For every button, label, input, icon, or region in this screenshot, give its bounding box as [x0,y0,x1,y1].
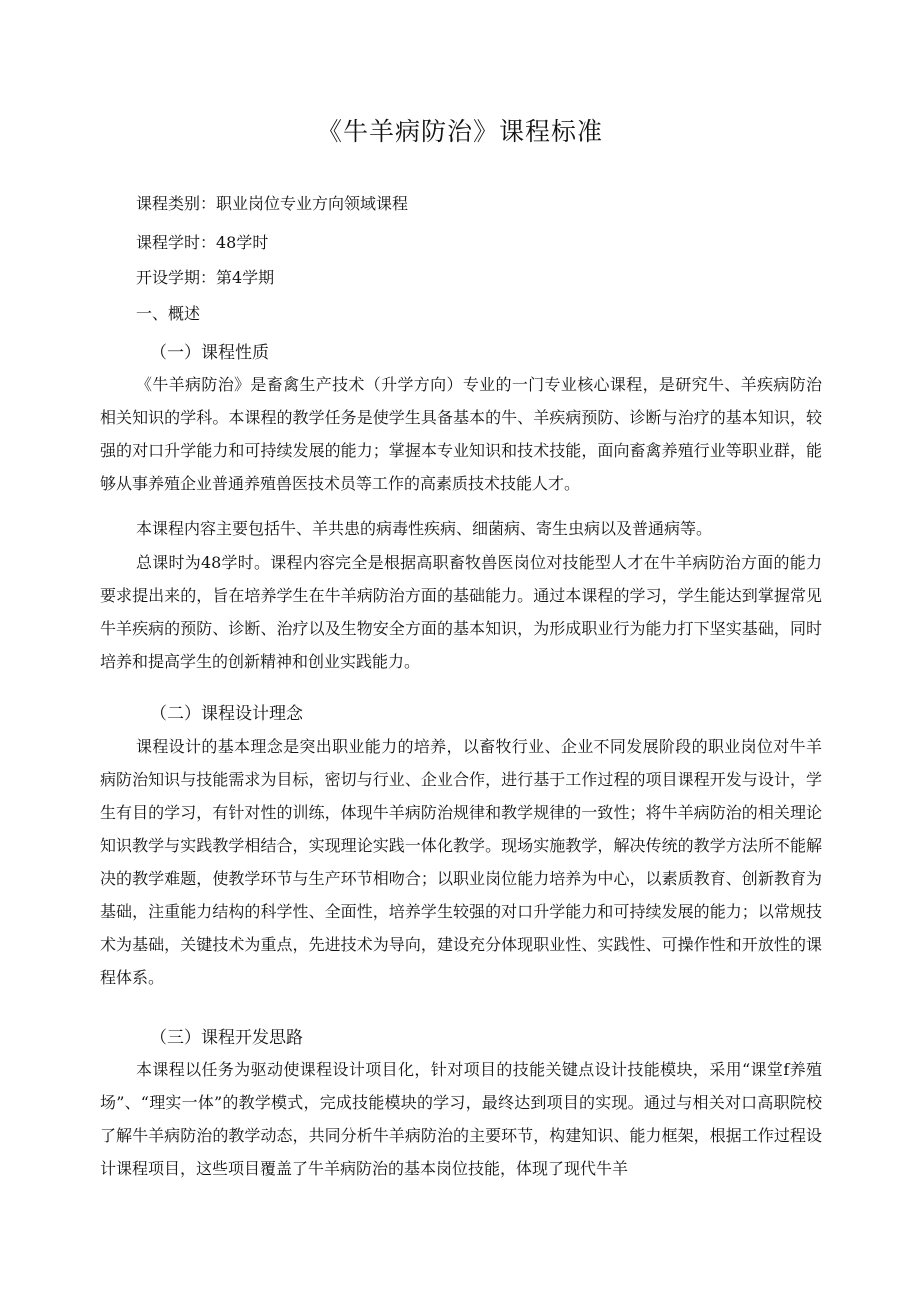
course-hours: 课程学时：48学时 [136,233,269,252]
paragraph-nature: 《牛羊病防治》是畜禽生产技术（升学方向）专业的一门专业核心课程，是研究牛、羊疾病防治相关知识的学科。本课程的教学任务是使学生具备基本的牛、羊疾病预防、诊断与治疗的基本知识，较强的对口升学能力和可持续发展的能力；掌握本专业知识和技术技能，面向畜禽养殖行业等职业群，能够从事养殖企业普通养殖兽医技术员等工作的高素质技术技能人才。 [100,375,822,493]
paragraph-hours: 总课时为48学时。课程内容完全是根据高职畜牧兽医岗位对技能型人才在牛羊病防治方面的能力要求提出来的，旨在培养学生在牛羊病防治方面的基础能力。通过本课程的学习，学生能达到掌握常见牛羊疾病的预防、诊断、治疗以及生物安全方面的基本知识，为形成职业行为能力打下坚实基础，同时培养和提高学生的创新精神和创业实践能力。 [100,553,822,671]
paragraph-development: 本课程以任务为驱动使课程设计项目化，针对项目的技能关键点设计技能模块，采用“课堂f养殖场”、“理实一体”的教学模式，完成技能模块的学习，最终达到项目的实现。通过与相关对口高职院校了解牛羊病防治的教学动态，共同分析牛羊病防治的主要环节，构建知识、能力框架，根据工作过程设计课程项目，这些项目覆盖了牛羊病防治的基本岗位技能，体现了现代牛羊 [100,1060,822,1178]
section-design-heading: （二）课程设计理念 [150,704,303,724]
section-overview-heading: 一、概述 [136,304,201,323]
course-semester: 开设学期：第4学期 [136,268,275,287]
section-development-heading: （三）课程开发思路 [150,1028,303,1048]
course-category: 课程类别：职业岗位专业方向领域课程 [136,194,409,213]
section-nature-heading: （一）课程性质 [150,343,269,363]
paragraph-content: 本课程内容主要包括牛、羊共患的病毒性疾病、细菌病、寄生虫病以及普通病等。 [136,519,713,538]
paragraph-design: 课程设计的基本理念是突出职业能力的培养，以畜牧行业、企业不同发展阶段的职业岗位对牛羊病防治知识与技能需求为目标，密切与行业、企业合作，进行基于工作过程的项目课程开发与设计，学生有目的学习，有针对性的训练，体现牛羊病防治规律和教学规律的一致性；将牛羊病防治的相关理论知识教学与实践教学相结合，实现理论实践一体化教学。现场实施教学，解决传统的教学方法所不能解决的教学难题，使教学环节与生产环节相吻合；以职业岗位能力培养为中心，以素质教育、创新教育为基础，注重能力结构的科学性、全面性，培养学生较强的对口升学能力和可持续发展的能力；以常规技术为基础，关键技术为重点，先进技术为导向，建设充分体现职业性、实践性、可操作性和开放性的课程体系。 [100,737,822,987]
document-title: 《牛羊病防治》课程标准 [316,117,603,146]
